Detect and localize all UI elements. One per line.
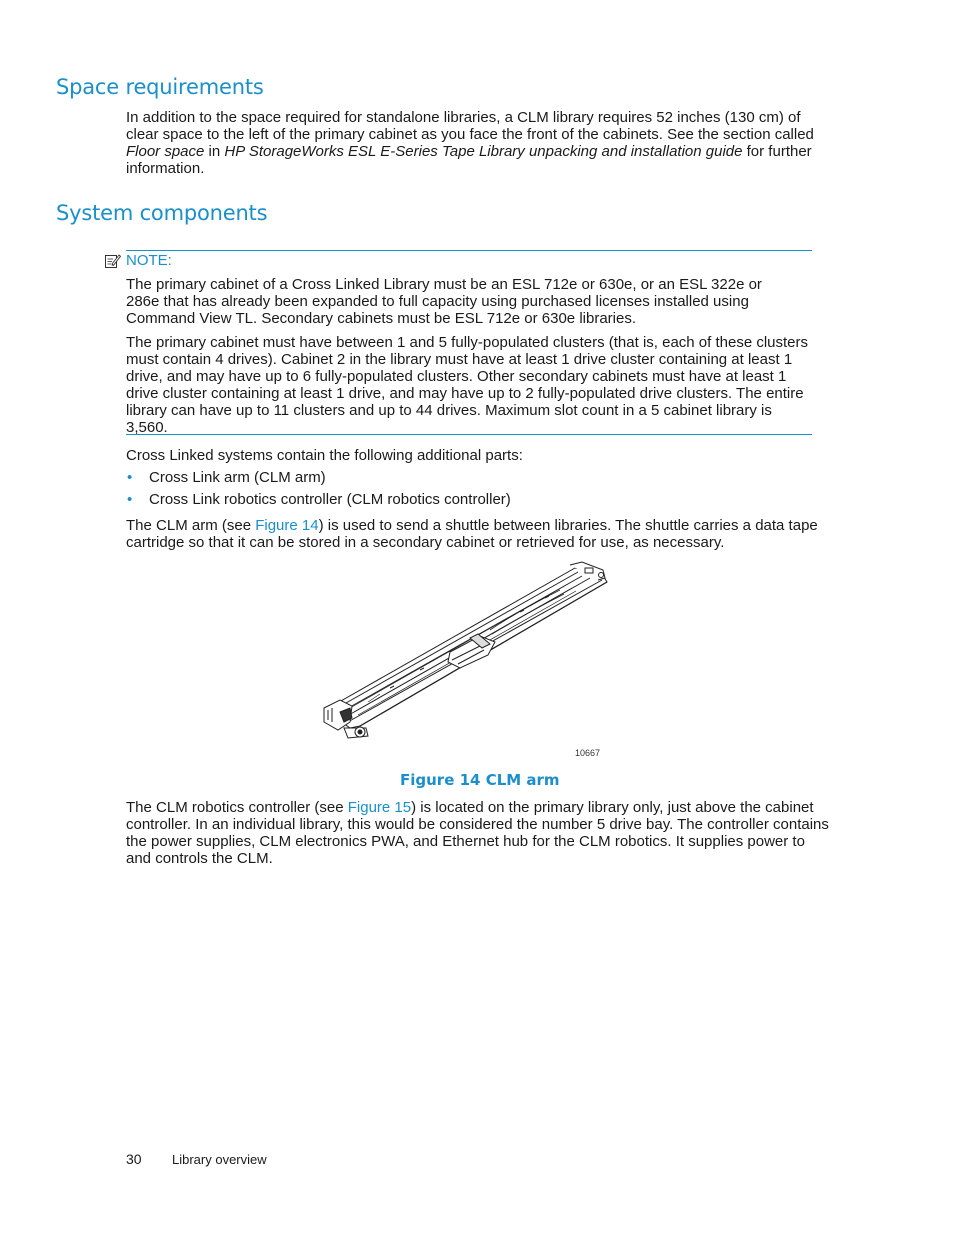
- note-label-text: NOTE:: [126, 252, 172, 269]
- space-italic-2: HP StorageWorks ESL E-Series Tape Library unpacking and installation guide: [224, 143, 743, 160]
- space-text-3: for further information.: [126, 143, 812, 177]
- heading-space-requirements: Space requirements: [56, 75, 264, 99]
- controller-paragraph: [126, 799, 831, 867]
- clm-text-2: ) is used to send a shuttle between libraries. The shuttle carries a data tape cartridge so that it can be stored in a secondary cabinet or retrieved for use, as necessary.: [126, 517, 818, 551]
- bullet-marker: •: [127, 469, 133, 486]
- note-pencil-icon: [104, 253, 122, 269]
- note-paragraph-2: The primary cabinet must have between 1 and 5 fully-populated clusters (that is, each of these clusters must contain 4 drives). Cabinet 2 in the library must have at least 1 drive cluster containing at least 1 drive, and may have up to 6 fully-populated clusters. Other secondary cabinets must have at least 1 drive cluster containing at least 1 drive, and may have up to 2 fully-populated drive clusters. The entire library can have up to 11 clusters and up to 44 drives. Maximum slot count in a 5 cabinet library is 3,560.: [126, 334, 809, 436]
- ctrl-text-1: The CLM robotics controller (see: [126, 799, 348, 816]
- clm-arm-paragraph: [126, 517, 826, 551]
- note-paragraph-1: The primary cabinet of a Cross Linked Library must be an ESL 712e or 630e, or an ESL 322e or 286e that has already been expanded to full capacity using purchased licenses installed using Command View TL. Secondary cabinets must be ESL 712e or 630e libraries.: [126, 276, 762, 327]
- figure-14-link[interactable]: Figure 14: [255, 517, 319, 534]
- figure-caption: Figure 14 CLM arm: [400, 771, 560, 789]
- bullet-marker: •: [127, 491, 133, 508]
- note-top-rule: [126, 250, 812, 251]
- clm-text-1: The CLM arm (see: [126, 517, 256, 534]
- parts-list: [126, 469, 511, 513]
- space-text-1: In addition to the space required for standalone libraries, a CLM library requires 52 inches (130 cm) of clear space to the left of the primary cabinet as you face the front of the cabinets. See the section called: [126, 109, 814, 143]
- parts-intro: Cross Linked systems contain the following additional parts:: [126, 447, 523, 464]
- figure-15-link[interactable]: Figure 15: [347, 799, 412, 816]
- note-bottom-rule: [126, 434, 812, 435]
- clm-arm-illustration: [320, 560, 610, 750]
- note-label: [104, 252, 172, 269]
- ctrl-text-2: ) is located on the primary library only, just above the cabinet controller. In an individual library, this would be considered the number 5 drive bay. The controller contains the power supplies, CLM electronics PWA, and Ethernet hub for the CLM robotics. It supplies power to and controls the CLM.: [126, 799, 829, 867]
- heading-system-components: System components: [56, 201, 268, 225]
- page-number: 30: [126, 1151, 142, 1167]
- space-text-2: in: [204, 143, 225, 160]
- list-item: [126, 491, 511, 513]
- space-italic-1: Floor space: [126, 143, 205, 160]
- list-item-text: Cross Link arm (CLM arm): [149, 469, 326, 486]
- space-paragraph: [126, 109, 816, 177]
- footer-section-title: Library overview: [172, 1152, 267, 1167]
- list-item-text: Cross Link robotics controller (CLM robotics controller): [149, 491, 511, 508]
- list-item: [126, 469, 511, 491]
- figure-id: 10667: [575, 748, 601, 758]
